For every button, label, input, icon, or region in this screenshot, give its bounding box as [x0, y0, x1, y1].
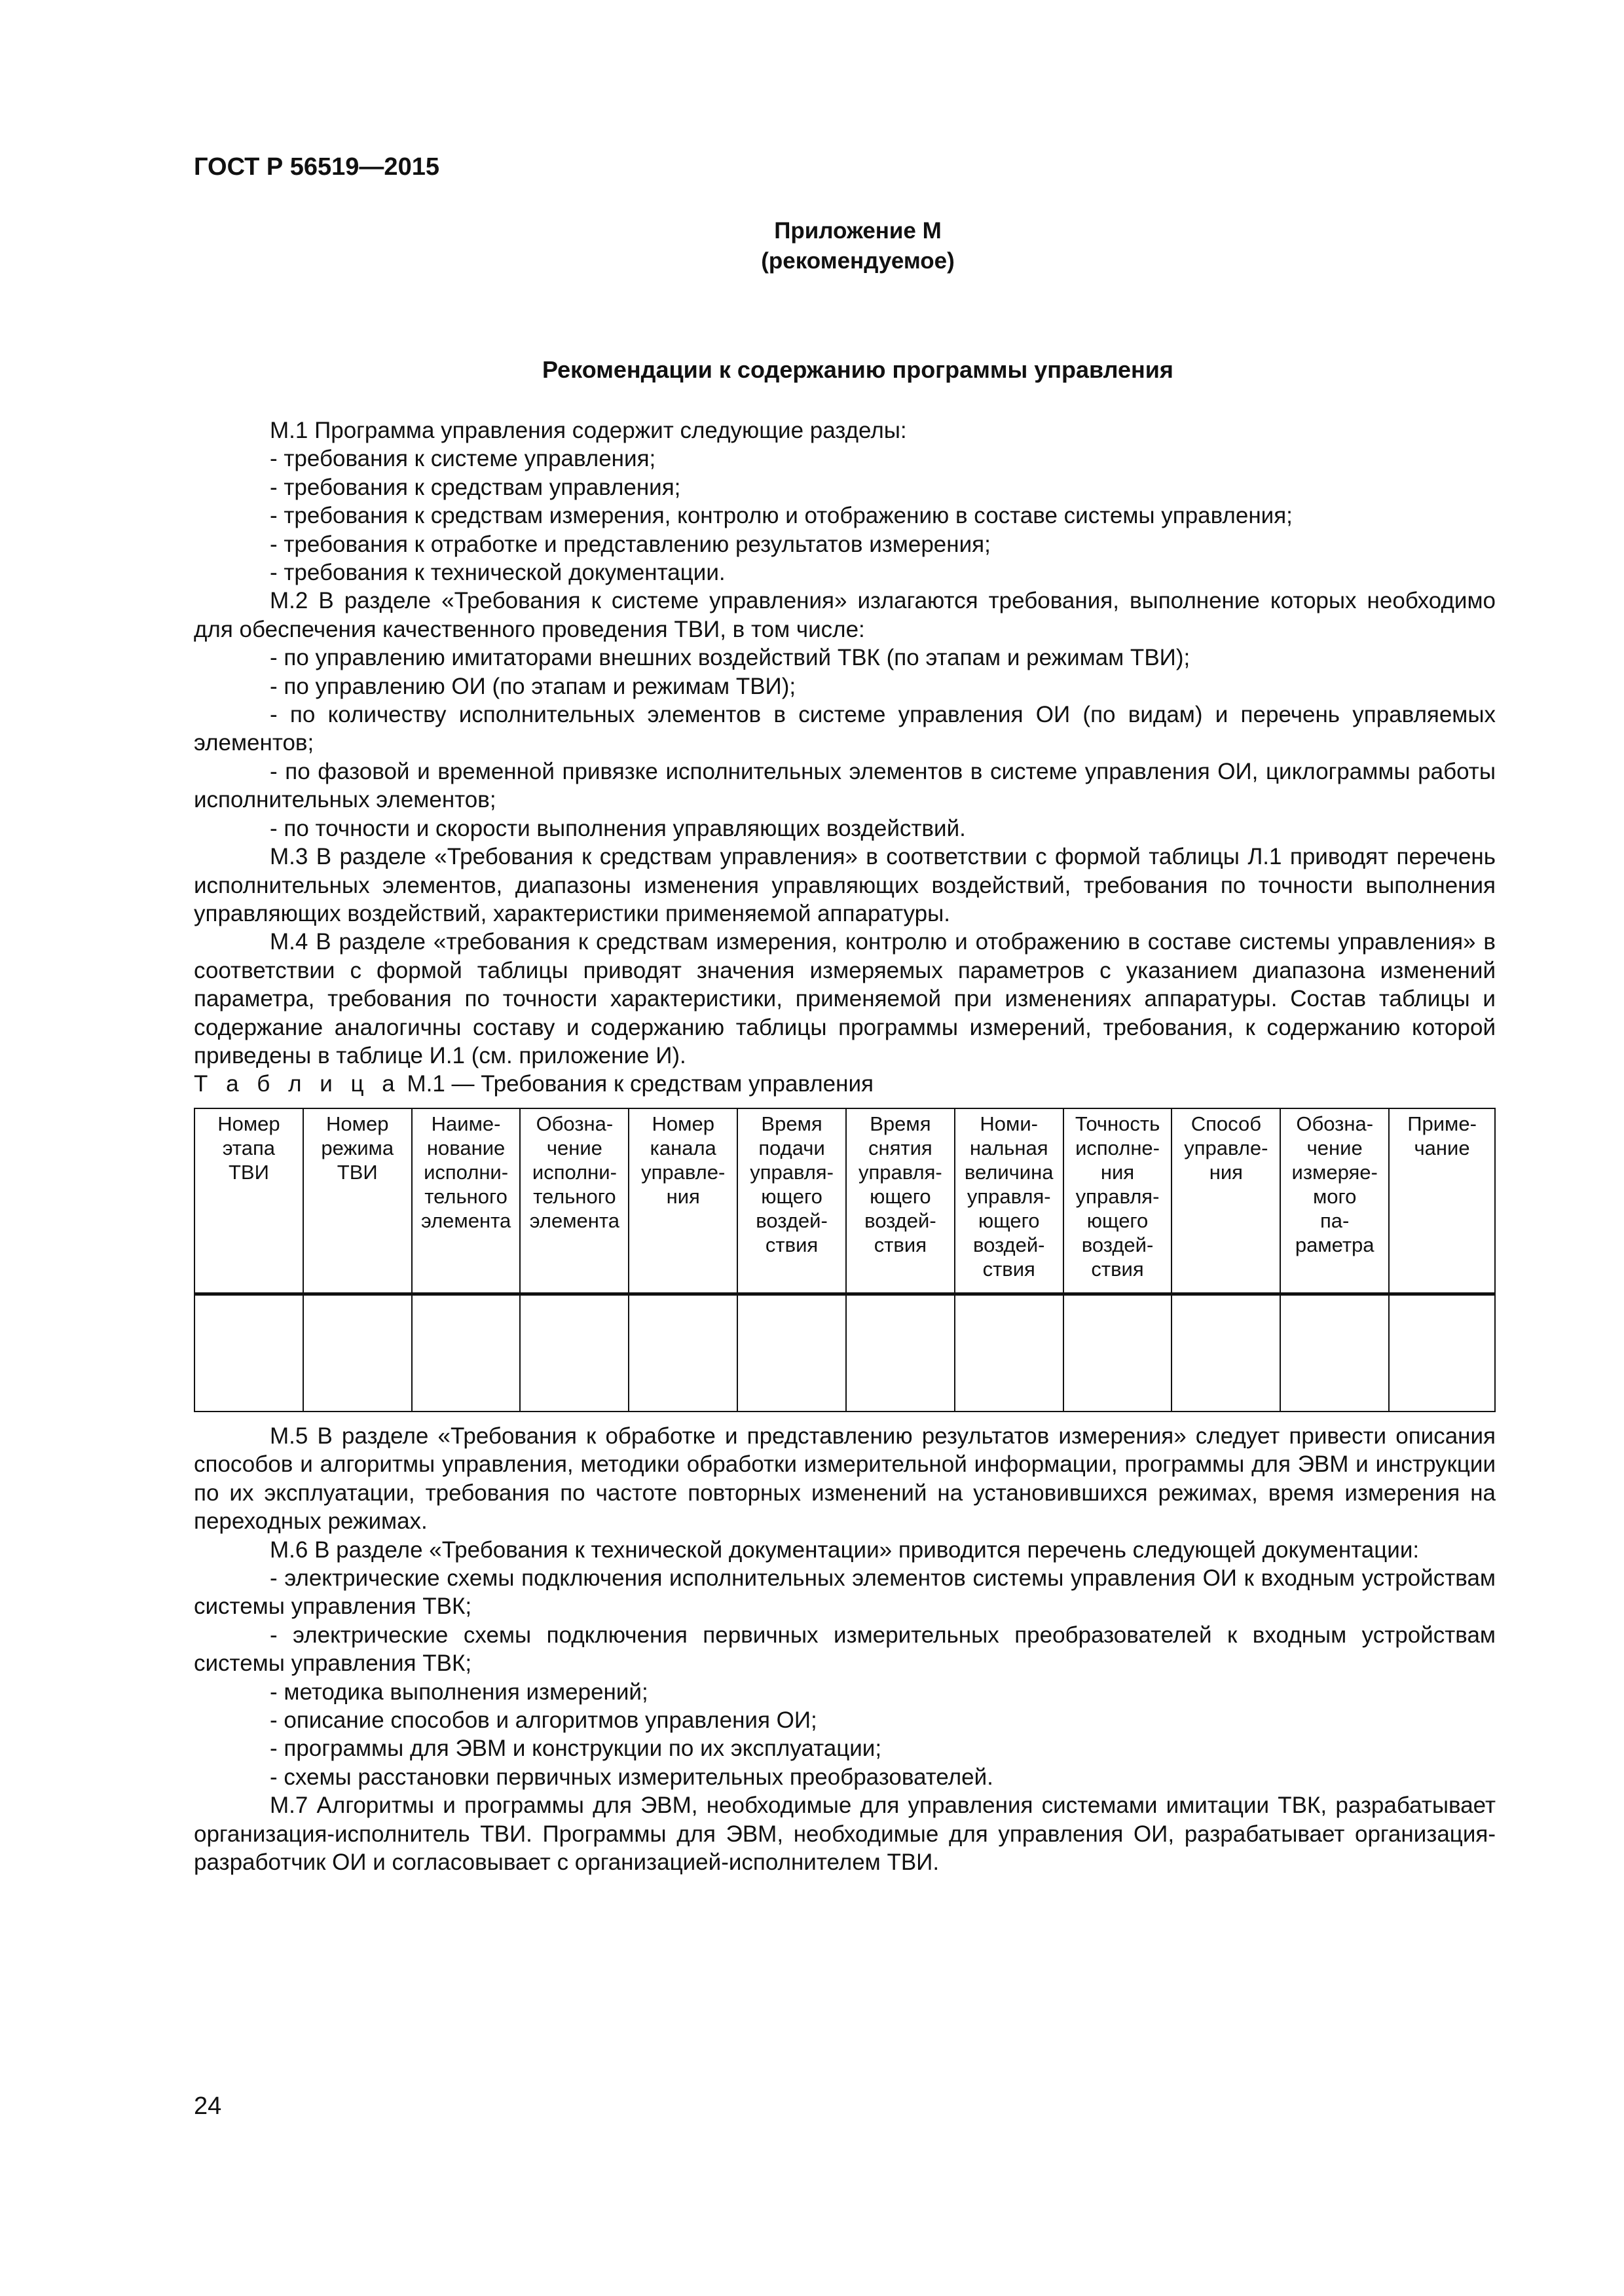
paragraph: - электрические схемы подключения первичных измерительных преобразователей к входным устройствам системы управления ТВК;: [194, 1622, 1496, 1677]
paragraph: М.5 В разделе «Требования к обработке и представлению результатов измерения» следует привести описания способов и алгоритмы управления, методики обработки измерительной информации, программы для ЭВМ и инструкции по их эксплуатации, требования по частоте повторных изменений на установившихся режимах, время измерения на переходных режимах.: [194, 1423, 1496, 1535]
paragraph: - требования к системе управления;: [270, 446, 656, 472]
table-cell: [955, 1294, 1063, 1412]
appendix-status: (рекомендуемое): [761, 248, 955, 274]
table-header-cell: Обозна- чение исполни- тельного элемента: [520, 1108, 629, 1294]
paragraph: - описание способов и алгоритмов управления ОИ;: [270, 1707, 817, 1734]
paragraph: - электрические схемы подключения исполнительных элементов системы управления ОИ к входным устройствам системы управления ТВК;: [194, 1565, 1496, 1620]
document-code: ГОСТ Р 56519—2015: [194, 153, 439, 181]
table-header-cell: Номер режима ТВИ: [303, 1108, 412, 1294]
paragraph: - методика выполнения измерений;: [270, 1679, 648, 1705]
table-header-cell: Обозна- чение измеряе- мого па- раметра: [1280, 1108, 1389, 1294]
paragraph: - по количеству исполнительных элементов в системе управления ОИ (по видам) и перечень управляемых элементов;: [194, 702, 1496, 756]
table-cell: [1172, 1294, 1280, 1412]
table-cell: [194, 1294, 303, 1412]
table-cell: [520, 1294, 629, 1412]
paragraph: - требования к средствам измерения, контролю и отображению в составе системы управления;: [270, 503, 1293, 529]
table-cell: [1389, 1294, 1495, 1412]
appendix-heading: [0, 216, 1624, 276]
table-caption: [194, 1071, 874, 1097]
table-header-cell: Время снятия управля- ющего воздей- ствия: [846, 1108, 955, 1294]
table-row: [194, 1294, 1495, 1412]
paragraph: М.6 В разделе «Требования к технической документации» приводится перечень следующей документации:: [270, 1537, 1420, 1563]
paragraph: - по точности и скорости выполнения управляющих воздействий.: [270, 815, 966, 841]
paragraph: - схемы расстановки первичных измерительных преобразователей.: [270, 1764, 993, 1790]
table-header-cell: Номер канала управле- ния: [629, 1108, 737, 1294]
appendix-title: Приложение М: [774, 218, 942, 244]
table-header-row: [194, 1108, 1495, 1294]
table-cell: [737, 1294, 846, 1412]
page-number: 24: [194, 2092, 222, 2120]
table-cell: [303, 1294, 412, 1412]
table-cell: [629, 1294, 737, 1412]
table-caption-text: М.1 — Требования к средствам управления: [407, 1071, 874, 1097]
paragraph: М.1 Программа управления содержит следующие разделы:: [270, 418, 907, 443]
section-title: Рекомендации к содержанию программы управления: [542, 356, 1173, 383]
paragraph: - программы для ЭВМ и конструкции по их эксплуатации;: [270, 1736, 882, 1762]
paragraph: - требования к отработке и представлению результатов измерения;: [270, 531, 991, 557]
paragraph: М.3 В разделе «Требования к средствам управления» в соответствии с формой таблицы Л.1 приводят перечень исполнительных элементов, диапазоны изменения управляющих воздействий, требования по точности выполнения управляющих воздействий, характеристики применяемой аппаратуры.: [194, 844, 1496, 926]
requirements-table: [194, 1108, 1496, 1412]
body-text-bottom: [194, 1422, 1496, 1877]
paragraph: - по фазовой и временной привязке исполнительных элементов в системе управления ОИ, циклограммы работы исполнительных элементов;: [194, 758, 1496, 813]
table-header-cell: Наиме- нование исполни- тельного элемента: [412, 1108, 521, 1294]
paragraph: М.7 Алгоритмы и программы для ЭВМ, необходимые для управления системами имитации ТВК, разрабатывает организация-исполнитель ТВИ. Программы для ЭВМ, необходимые для управления ОИ, разрабатывает организация-разработчик ОИ и согласовывает с организацией-исполнителем ТВИ.: [194, 1793, 1496, 1876]
paragraph: - по управлению ОИ (по этапам и режимам ТВИ);: [270, 673, 796, 699]
paragraph: - по управлению имитаторами внешних воздействий ТВК (по этапам и режимам ТВИ);: [270, 645, 1190, 671]
paragraph: М.4 В разделе «требования к средствам измерения, контролю и отображению в составе системы управления» в соответствии с формой таблицы приводят значения измеряемых параметров с указанием диапазона изменений параметра, требования по точности характеристики, применяемой при изменениях аппаратуры. Состав таблицы и содержание аналогичны составу и содержанию таблицы программы измерений, требования, к содержанию которой приведены в таблице И.1 (см. приложение И).: [194, 929, 1496, 1068]
paragraph: М.2 В разделе «Требования к системе управления» излагаются требования, выполнение которых необходимо для обеспечения качественного проведения ТВИ, в том числе:: [194, 588, 1496, 642]
table-header-cell: Номи- нальная величина управля- ющего воздей- ствия: [955, 1108, 1063, 1294]
body-text-top: [194, 416, 1496, 1070]
table-header-cell: Номер этапа ТВИ: [194, 1108, 303, 1294]
table-cell: [412, 1294, 521, 1412]
table-caption-prefix: Т а б л и ц а: [194, 1071, 401, 1097]
table-header-cell: Время подачи управля- ющего воздей- ствия: [737, 1108, 846, 1294]
table-header-cell: Способ управле- ния: [1172, 1108, 1280, 1294]
table-cell: [1063, 1294, 1172, 1412]
table-cell: [1280, 1294, 1389, 1412]
table-cell: [846, 1294, 955, 1412]
paragraph: - требования к средствам управления;: [270, 474, 681, 500]
table-header-cell: Приме- чание: [1389, 1108, 1495, 1294]
paragraph: - требования к технической документации.: [270, 560, 726, 586]
table-header-cell: Точность исполне- ния управля- ющего воздей- ствия: [1063, 1108, 1172, 1294]
